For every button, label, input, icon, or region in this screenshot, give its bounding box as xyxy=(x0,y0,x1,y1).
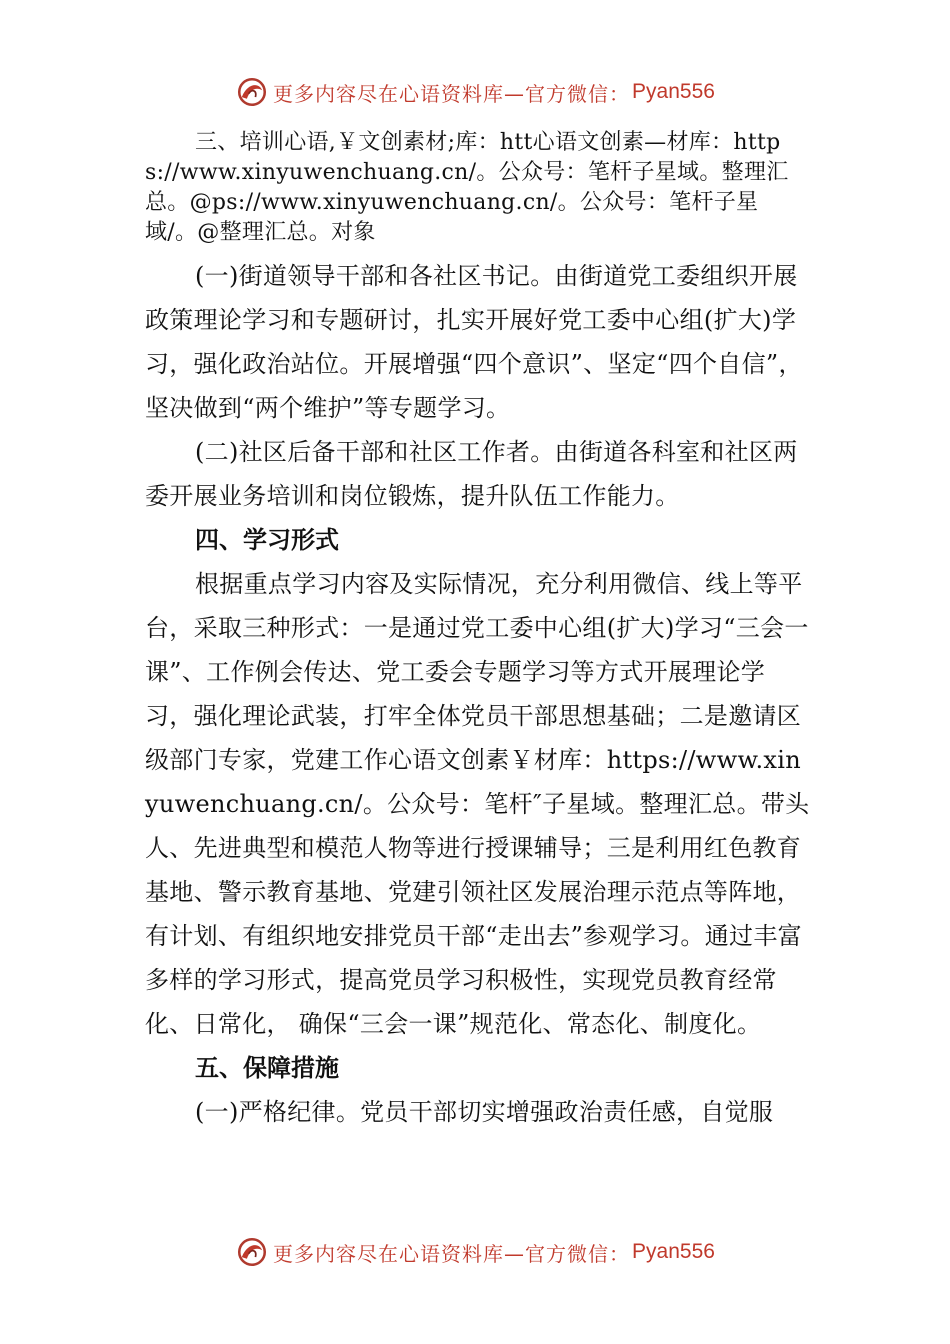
swirl-logo-icon xyxy=(235,1235,269,1269)
watermark-banner-bottom xyxy=(0,1232,950,1272)
section-3-item-1: (一)街道领导干部和各社区书记。由街道党工委组织开展政策理论学习和专题研讨，扎实开展好党工委中心组(扩大)学习，强化政治站位。开展增强“四个意识”、坚定“四个自信”，坚决做到“两个维护”等专题学习。 xyxy=(145,262,803,422)
section-4-paragraph: 根据重点学习内容及实际情况，充分利用微信、线上等平台，采取三种形式：一是通过党工委中心组(扩大)学习“三会一课”、工作例会传达、党工委会专题学习等方式开展理论学习，强化理论武装，打牢全体党员干部思想基础；二是邀请区级部门专家，党建工作心语文创素￥材库：https://www.xinyuwenchuang.cn/。公众号：笔杆″子星域。整理汇总。带头人、先进典型和模范人物等进行授课辅导；三是利用红色教育基地、警示教育基地、党建引领社区发展治理示范点等阵地，有计划、有组织地安排党员干部“走出去”参观学习。通过丰富多样的学习形式，提高党员学习积极性，实现党员教育经常化、日常化， 确保“三会一课”规范化、常态化、制度化。 xyxy=(145,570,810,1038)
section-4-heading: 四、学习形式 xyxy=(195,526,339,554)
section-5-heading: 五、保障措施 xyxy=(195,1054,339,1082)
watermark-text: 更多内容尽在心语资料库—官方微信： xyxy=(273,1241,631,1266)
watermark-text: 更多内容尽在心语资料库—官方微信： xyxy=(273,81,631,106)
section-5-item-1: (一)严格纪律。党员干部切实增强政治责任感，自觉服 xyxy=(195,1098,774,1126)
section-3-heading-paragraph: 三、培训心语,￥文创素材;库：htt心语文创素—材库：https://www.xinyuwenchuang.cn/。公众号：笔杆子星域。整理汇总。@ps://www.xinyuwenchuang.cn/。公众号：笔杆子星域/。@整理汇总。对象 xyxy=(145,130,789,245)
watermark-wechat-id: Pyan556 xyxy=(632,80,715,103)
watermark-banner-top xyxy=(0,72,950,112)
document-body xyxy=(145,128,810,1134)
swirl-logo-icon xyxy=(235,75,269,109)
section-3-item-2: (二)社区后备干部和社区工作者。由街道各科室和社区两委开展业务培训和岗位锻炼，提升队伍工作能力。 xyxy=(145,438,798,510)
watermark-wechat-id: Pyan556 xyxy=(632,1240,715,1263)
